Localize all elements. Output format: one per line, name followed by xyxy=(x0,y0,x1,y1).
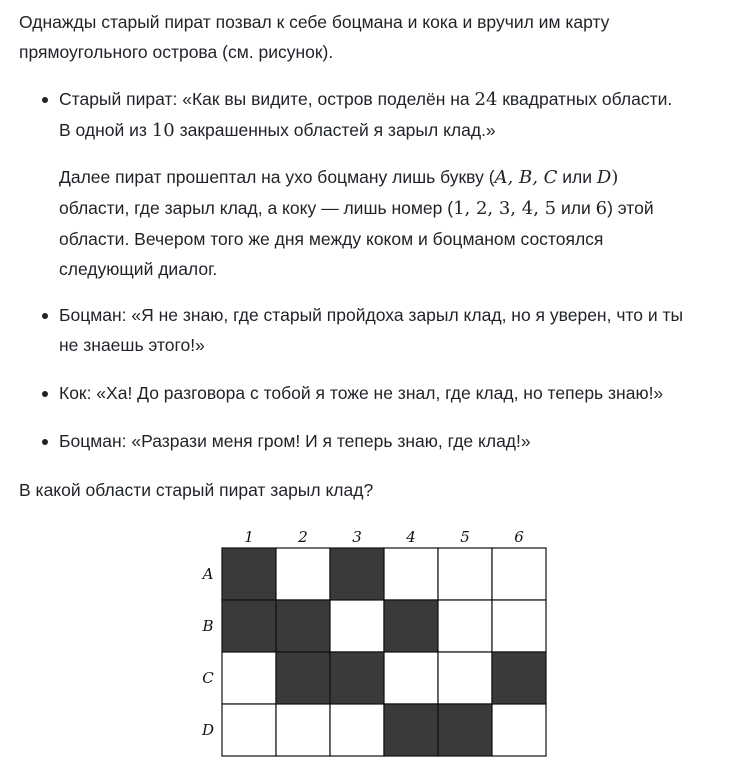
grid-cell-D4 xyxy=(384,704,438,756)
list-item: Старый пират: «Как вы видите, остров поделён на 24 квадратных области. В одной из 10 закрашенных областей я зарыл клад.» xyxy=(59,84,672,146)
grid-cell-A2 xyxy=(276,548,330,600)
grid-cell-A1 xyxy=(222,548,276,600)
grid-cell-D3 xyxy=(330,704,384,756)
grid-cell-B6 xyxy=(492,600,546,652)
bullet-icon xyxy=(42,439,48,445)
question-text: В какой области старый пират зарыл клад? xyxy=(19,480,374,500)
column-label: 1 xyxy=(244,528,254,546)
row-label: C xyxy=(202,669,214,687)
grid-cell-B2 xyxy=(276,600,330,652)
list-item: Боцман: «Разрази меня гром! И я теперь знаю, где клад!» xyxy=(59,426,531,456)
column-label: 5 xyxy=(460,528,470,546)
grid-cell-C5 xyxy=(438,652,492,704)
grid-cell-D5 xyxy=(438,704,492,756)
grid-cell-C1 xyxy=(222,652,276,704)
grid-cell-A5 xyxy=(438,548,492,600)
island-grid xyxy=(190,522,570,762)
island-map xyxy=(190,522,570,762)
column-label: 3 xyxy=(352,528,362,546)
grid-cell-B3 xyxy=(330,600,384,652)
grid-cell-C2 xyxy=(276,652,330,704)
column-label: 2 xyxy=(298,528,308,546)
grid-cell-B1 xyxy=(222,600,276,652)
grid-cell-A3 xyxy=(330,548,384,600)
bullet-icon xyxy=(42,313,48,319)
numbers-math: 1, 2, 3, 4, 5 xyxy=(453,198,557,219)
row-label: D xyxy=(201,721,215,739)
grid-cell-B4 xyxy=(384,600,438,652)
intro-line-2: прямоугольного острова (см. рисунок). xyxy=(19,42,334,62)
grid-cell-B5 xyxy=(438,600,492,652)
list-item: Боцман: «Я не знаю, где старый пройдоха зарыл клад, но я уверен, что и ты не знаешь этого!» xyxy=(59,300,683,360)
bullet-icon xyxy=(42,97,48,103)
grid-cell-C4 xyxy=(384,652,438,704)
row-label: B xyxy=(202,617,214,635)
grid-cell-D1 xyxy=(222,704,276,756)
row-label: A xyxy=(202,565,214,583)
whisper-paragraph: Далее пират прошептал на ухо боцману лишь букву (A, B, C или D) области, где зарыл клад, а коку — лишь номер (1, 2, 3, 4, 5 или 6) этой области. Вечером того же дня между коком и боцманом состоялся следующий диалог. xyxy=(59,167,654,279)
intro-paragraph xyxy=(19,7,609,67)
grid-cell-A4 xyxy=(384,548,438,600)
list-item: Кок: «Ха! До разговора с тобой я тоже не знал, где клад, но теперь знаю!» xyxy=(59,378,663,408)
letters-math: A, B, C xyxy=(494,167,558,188)
grid-cell-A6 xyxy=(492,548,546,600)
column-label: 4 xyxy=(406,528,416,546)
number-10: 10 xyxy=(151,120,175,141)
grid-cell-C3 xyxy=(330,652,384,704)
number-24: 24 xyxy=(474,89,498,110)
grid-cell-D2 xyxy=(276,704,330,756)
bullet-icon xyxy=(42,391,48,397)
grid-cell-D6 xyxy=(492,704,546,756)
grid-cell-C6 xyxy=(492,652,546,704)
column-label: 6 xyxy=(514,528,524,546)
intro-line-1: Однажды старый пират позвал к себе боцмана и кока и вручил им карту xyxy=(19,12,610,32)
